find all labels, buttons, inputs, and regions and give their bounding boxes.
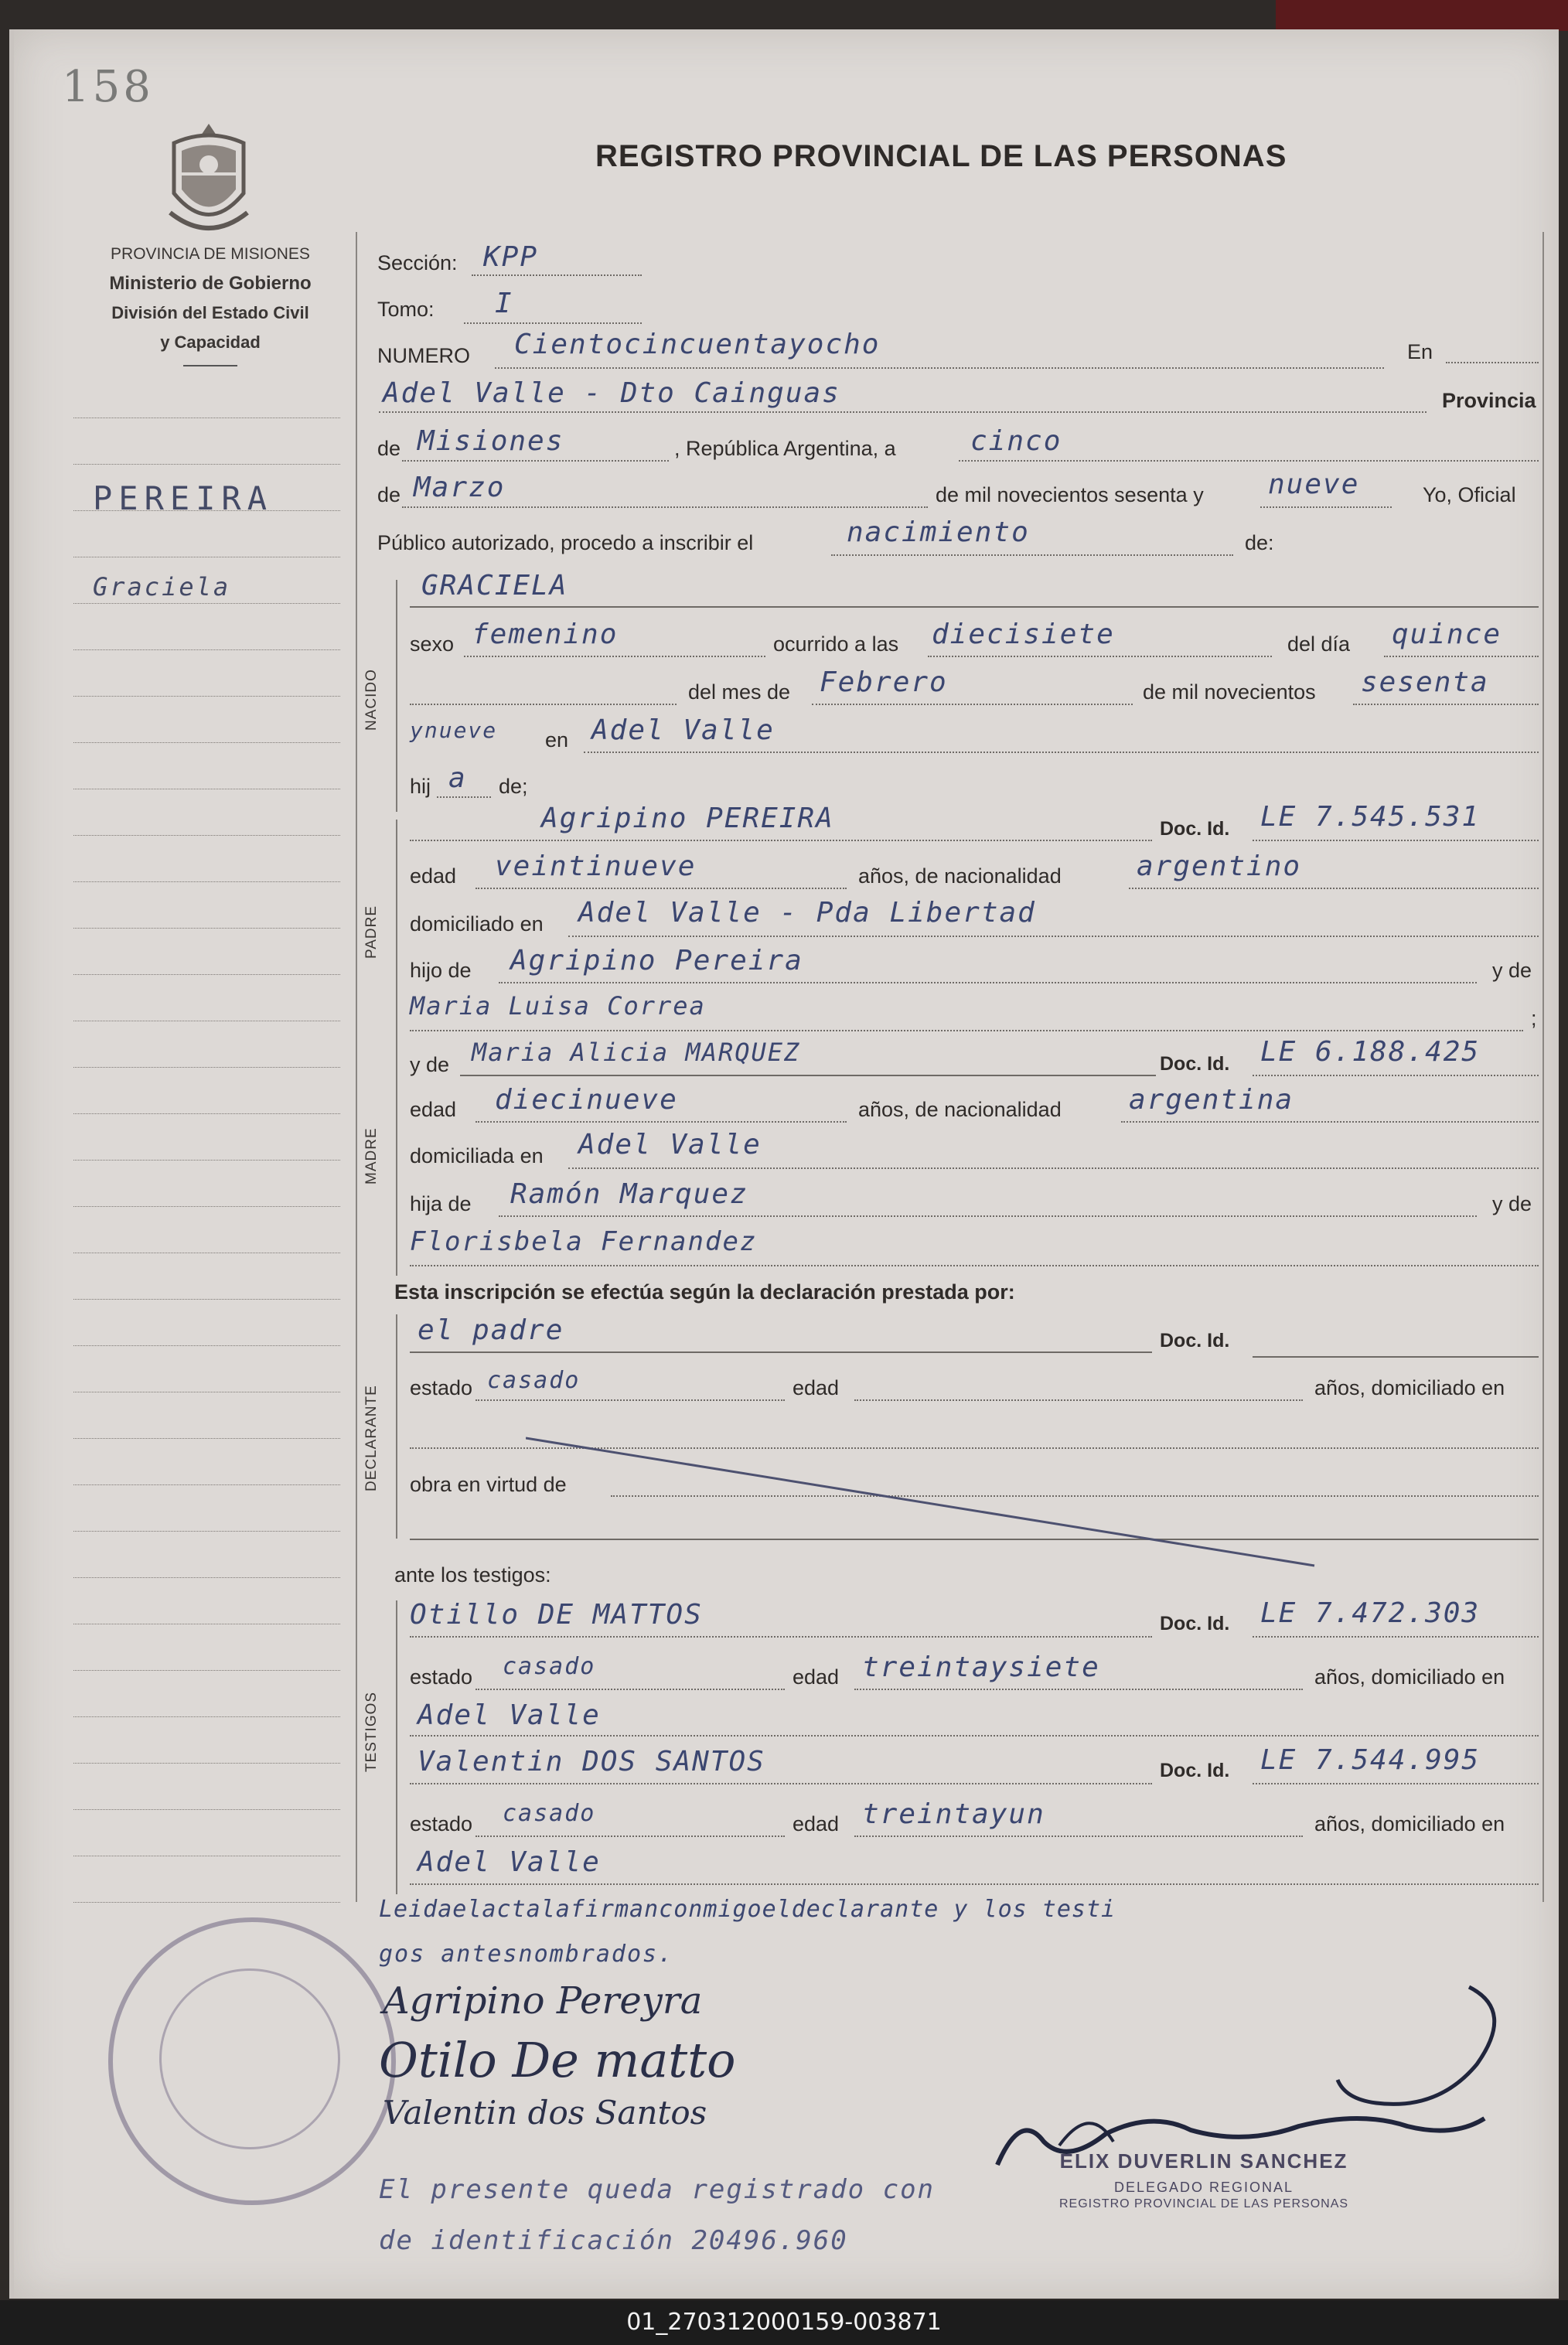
de-month-label: de [377,483,401,506]
official-name: ELIX DUVERLIN SANCHEZ [1059,2149,1348,2173]
place-line [379,411,1427,413]
margin-line [73,1763,340,1764]
en-label: En [1407,340,1433,363]
document-title: REGISTRO PROVINCIAL DE LAS PERSONAS [595,139,1287,173]
seccion-label: Sección: [377,251,458,274]
child-name-line [410,606,1539,608]
declarante-name-line [410,1351,1152,1353]
margin-line [73,1206,340,1207]
year-label: de mil novecientos sesenta y [936,483,1204,506]
witness1-estado-line [476,1689,785,1690]
form-left-border [356,232,357,1902]
father-doc-label: Doc. Id. [1160,818,1230,840]
seccion-line [472,274,642,276]
hour-line [928,656,1272,657]
image-caption: 01_270312000159-003871 [0,2300,1568,2345]
mother-dom-value: Adel Valle [578,1129,762,1161]
republica-label: , República Argentina, a [674,437,896,460]
numero-line [495,367,1384,369]
testigos-bar [396,1600,397,1894]
witness1-edad-value: treintaysiete [862,1651,1100,1683]
birth-place-value: Adel Valle [591,714,775,746]
hij-label: hij [410,775,431,798]
margin-line [73,928,340,929]
margin-line [73,696,340,697]
father-doc-line [1253,840,1539,841]
mother-doc-line [1253,1075,1539,1076]
mother-name-line [460,1075,1156,1076]
official-seal-stamp [108,1917,396,2205]
father-dom-label: domiciliado en [410,912,544,936]
declarante-edad-label: edad [793,1376,840,1399]
witness2-edad-line [854,1835,1303,1837]
hij-value: a [448,762,467,794]
signature-father: Agripino Pereyra [383,1979,703,2023]
witness2-dom-value: Adel Valle [418,1846,601,1878]
month-value: Marzo [414,472,506,503]
witness2-anos-label: años, domiciliado en [1314,1812,1505,1835]
declarante-intro: Esta inscripción se efectúa según la declaración prestada por: [394,1280,1015,1304]
note-line-1: El presente queda registrado con [379,2174,936,2205]
birth-month-line [812,704,1133,705]
father-edad-line [476,888,847,889]
month-line [402,506,928,508]
father-name-line [410,840,1152,841]
maternal-grandmother: Florisbela Fernandez [410,1226,758,1257]
nacido-side-label: NACIDO [363,669,380,731]
official-org: REGISTRO PROVINCIAL DE LAS PERSONAS [1059,2197,1349,2210]
mother-nac-value: argentina [1129,1084,1294,1116]
seccion-value: KPP [483,241,539,273]
witness1-dom-line [410,1735,1539,1737]
birth-place-line [584,752,1539,753]
declarante-estado-line [476,1399,785,1401]
madre-bar [396,1052,397,1276]
mother-yde-label: y de [1492,1192,1532,1215]
signature-witness-1: Otilo De matto [379,2032,736,2088]
witness2-doc-line [1253,1783,1539,1784]
father-doc-value: LE 7.545.531 [1260,801,1481,833]
mother-edad-value: diecinueve [495,1084,678,1116]
witness1-doc-label: Doc. Id. [1160,1613,1230,1634]
witness2-edad-label: edad [793,1812,840,1835]
margin-line [73,603,340,604]
pre-month-line [410,704,677,705]
de2-label: de: [1245,531,1274,554]
year-value: nueve [1268,469,1360,500]
margin-line [73,974,340,975]
witness2-estado-line [476,1835,785,1837]
child-name: GRACIELA [421,570,568,602]
declarante-doc-line [1253,1356,1539,1358]
father-edad-value: veintinueve [495,850,697,882]
note-line-2: de identificación 20496.960 [379,2225,848,2256]
madre-side-label: MADRE [363,1127,380,1184]
tomo-label: Tomo: [377,298,435,321]
maternal-grandfather-line [499,1215,1477,1217]
paternal-grandfather-line [499,982,1477,983]
padre-bar [396,820,397,1052]
birth-year-label: de mil novecientos [1143,680,1316,704]
declarante-estado-label: estado [410,1376,473,1399]
margin-line [73,1670,340,1671]
margin-line [73,649,340,650]
birth-year-value: sesenta [1361,666,1489,698]
maternal-grandmother-line [410,1265,1539,1266]
witness2-estado-value: casado [503,1800,596,1827]
de-label: de [377,437,401,460]
birth-day-value: quince [1392,619,1502,650]
paternal-grandmother: Maria Luisa Correa [410,991,706,1021]
act-line [831,554,1233,556]
sexo-line [464,656,765,657]
witness1-name: Otillo DE MATTOS [410,1599,703,1631]
birth-year-line [1353,704,1539,705]
birth-month-value: Febrero [820,666,948,698]
witness2-dom-line [410,1883,1539,1885]
agency-capacity: y Capacidad [160,332,261,352]
father-hijo-label: hijo de [410,959,472,982]
birth-year-continued: ynueve [410,717,498,743]
province-line [402,460,669,462]
witness1-edad-line [854,1689,1303,1690]
sexo-value: femenino [472,619,619,650]
father-nac-line [1129,888,1539,889]
numero-value: Cientocincuentayocho [514,329,881,360]
margin-surname: PEREIRA [93,479,274,517]
father-edad-label: edad [410,864,457,888]
mother-doc-label: Doc. Id. [1160,1053,1230,1075]
father-yde-label: y de [1492,959,1532,982]
testigos-side-label: TESTIGOS [363,1691,380,1773]
margin-line [73,1299,340,1300]
mother-hija-label: hija de [410,1192,472,1215]
margin-line [73,1113,340,1114]
publico-label: Público autorizado, procedo a inscribir el [377,531,754,554]
oficial-label: Yo, Oficial [1423,483,1516,506]
ocurrido-label: ocurrido a las [773,632,899,656]
closing-line-2: gos antesnombrados. [379,1941,674,1968]
witness1-estado-label: estado [410,1665,473,1689]
signature-witness-2: Valentin dos Santos [383,2094,707,2132]
declarante-edad-line [854,1399,1303,1401]
margin-line [73,1531,340,1532]
place-value: Adel Valle - Dto Cainguas [383,377,840,409]
de-parents-label: de; [499,775,528,798]
margin-line [73,1809,340,1810]
en-place-label: en [545,728,569,752]
father-semicolon: ; [1531,1007,1537,1030]
witness1-anos-label: años, domiciliado en [1314,1665,1505,1689]
province-value: Misiones [418,425,564,457]
cancel-stroke [526,1434,1330,1573]
tomo-value: I [495,288,513,319]
mother-nac-line [1121,1121,1539,1123]
obra-label: obra en virtud de [410,1473,567,1496]
father-name: Agripino PEREIRA [541,803,834,834]
delmes-label: del mes de [688,680,791,704]
witness2-name-line [410,1783,1152,1784]
witness2-doc-label: Doc. Id. [1160,1760,1230,1781]
margin-column [73,363,340,1941]
witness1-name-line [410,1636,1152,1638]
witness2-name: Valentin DOS SANTOS [418,1746,765,1777]
paternal-grandmother-line [410,1030,1523,1031]
declarante-side-label: DECLARANTE [363,1385,380,1491]
mother-dom-label: domiciliada en [410,1144,544,1167]
page-number: 158 [62,62,154,112]
margin-line [73,1438,340,1439]
province-crest-icon [159,120,259,244]
official-title: DELEGADO REGIONAL [1113,2180,1294,2195]
declarante-anos-label: años, domiciliado en [1314,1376,1505,1399]
margin-line [73,1577,340,1578]
mother-name: Maria Alicia MARQUEZ [472,1038,801,1067]
margin-line [73,464,340,465]
margin-line [73,1716,340,1717]
maternal-grandfather: Ramón Marquez [510,1178,748,1210]
margin-line [73,835,340,836]
witness1-doc-value: LE 7.472.303 [1260,1597,1481,1629]
tomo-line [464,322,642,324]
margin-line [73,1160,340,1161]
margin-line [73,1484,340,1485]
day-value: cinco [970,425,1062,457]
agency-division: División del Estado Civil [111,303,309,322]
padre-side-label: PADRE [363,905,380,959]
mother-dom-line [568,1167,1539,1169]
en-line [1446,362,1539,363]
mother-edad-label: edad [410,1098,457,1121]
madre-yde-label: y de [410,1053,450,1076]
act-value: nacimiento [847,516,1030,548]
provincia-label: Provincia [1442,389,1536,412]
declarante-doc-label: Doc. Id. [1160,1330,1230,1351]
father-nac-label: años, de nacionalidad [858,864,1062,888]
witness1-dom-value: Adel Valle [418,1699,601,1731]
seal-inner-ring [159,1968,340,2149]
witness1-estado-value: casado [503,1653,596,1680]
agency-ministry: Ministerio de Gobierno [109,273,312,294]
margin-line [73,1902,340,1903]
paternal-grandfather: Agripino Pereira [510,945,803,977]
agency-province: PROVINCIA DE MISIONES [111,245,310,263]
margin-line [73,742,340,743]
nacido-bar [396,580,397,812]
declarante-name: el padre [418,1314,564,1346]
father-nac-value: argentino [1137,850,1302,882]
mother-edad-line [476,1121,847,1123]
birth-day-line [1384,656,1539,657]
official-stamp-block [1059,2149,1348,2211]
hour-value: diecisiete [932,619,1115,650]
witness2-estado-label: estado [410,1812,473,1835]
closing-line-1: Leidaelactalafirmanconmigoeldeclarante y los testi [379,1896,1116,1923]
margin-given-name: Graciela [93,572,231,602]
sexo-label: sexo [410,632,455,656]
margin-line [73,1067,340,1068]
form-right-border [1542,232,1544,1902]
margin-line [73,1345,340,1346]
witness1-edad-label: edad [793,1665,840,1689]
witness1-doc-line [1253,1636,1539,1638]
father-dom-value: Adel Valle - Pda Libertad [578,897,1036,929]
father-dom-line [568,936,1539,937]
testigos-intro: ante los testigos: [394,1563,551,1587]
mother-doc-value: LE 6.188.425 [1260,1036,1481,1068]
witness2-doc-value: LE 7.544.995 [1260,1744,1481,1776]
agency-block [71,240,349,366]
deldia-label: del día [1287,632,1351,656]
year-line [1260,506,1392,508]
book-cover-edge [1276,0,1568,31]
declarante-estado-value: casado [487,1367,581,1394]
declarante-bar [396,1314,397,1539]
witness2-edad-value: treintayun [862,1798,1045,1830]
numero-label: NUMERO [377,344,470,367]
mother-nac-label: años, de nacionalidad [858,1098,1062,1121]
margin-line [73,881,340,882]
hij-line [437,796,491,798]
day-line [959,460,1539,462]
